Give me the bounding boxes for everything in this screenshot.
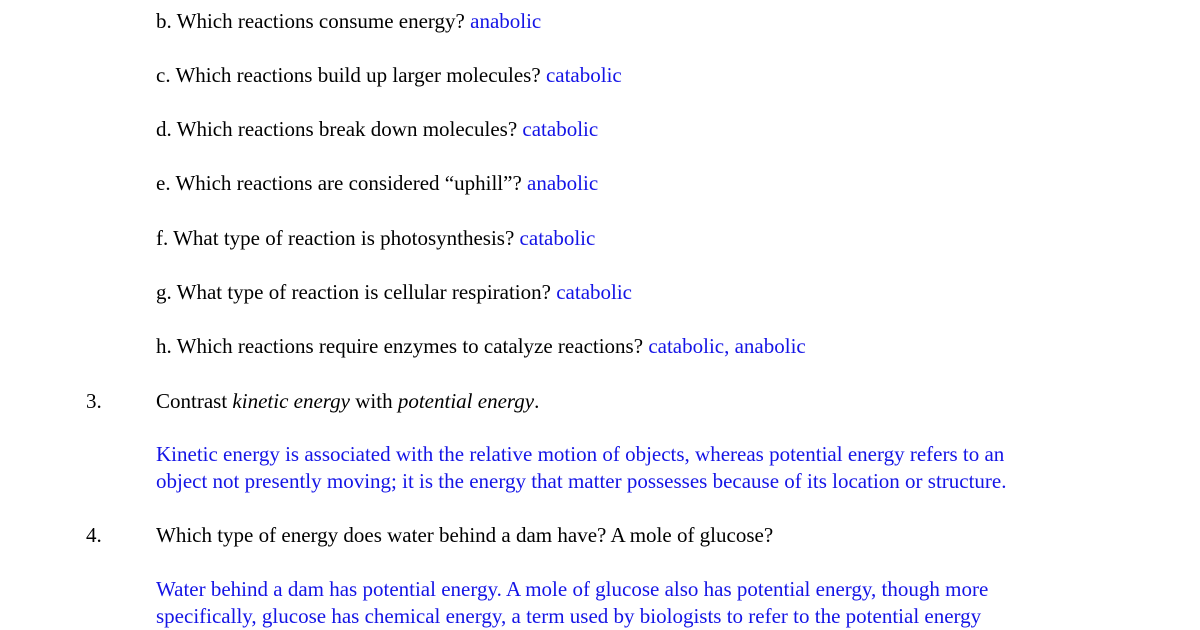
- answer-line: specifically, glucose has chemical energy, a term used by biologists to refer to the potential energy: [156, 604, 982, 628]
- answer-text: catabolic: [522, 117, 599, 141]
- answer-text: anabolic: [470, 9, 542, 33]
- answer-line: Water behind a dam has potential energy. A mole of glucose also has potential energy, though more: [156, 577, 989, 601]
- question-text: Contrast: [156, 389, 228, 413]
- question-3: [156, 388, 539, 414]
- question-punctuation: .: [534, 389, 540, 413]
- question-text: h. Which reactions require enzymes to catalyze reactions?: [156, 334, 644, 358]
- answer-text: catabolic: [519, 226, 596, 250]
- answer-text: catabolic: [556, 280, 633, 304]
- question-4: [156, 522, 773, 548]
- answer-text: catabolic, anabolic: [648, 334, 806, 358]
- question-b: [156, 8, 541, 34]
- question-text: c. Which reactions build up larger molecules?: [156, 63, 541, 87]
- question-text: f. What type of reaction is photosynthesis?: [156, 226, 515, 250]
- question-f: [156, 225, 595, 251]
- question-e: [156, 170, 598, 196]
- question-text: e. Which reactions are considered “uphill”?: [156, 171, 522, 195]
- question-text: d. Which reactions break down molecules?: [156, 117, 518, 141]
- question-g: [156, 279, 632, 305]
- question-text: Which type of energy does water behind a dam have? A mole of glucose?: [156, 523, 774, 547]
- answer-line: object not presently moving; it is the energy that matter possesses because of its location or structure.: [156, 469, 1007, 493]
- question-number: 4.: [86, 523, 102, 547]
- question-h: [156, 333, 806, 359]
- question-text: with: [355, 389, 393, 413]
- question-text: b. Which reactions consume energy?: [156, 9, 465, 33]
- question-number: 3.: [86, 389, 102, 413]
- answer-line: Kinetic energy is associated with the relative motion of objects, whereas potential energy refers to an: [156, 442, 1005, 466]
- question-text: g. What type of reaction is cellular respiration?: [156, 280, 551, 304]
- term-potential-energy: potential energy: [397, 389, 535, 413]
- answer-text: catabolic: [545, 63, 622, 87]
- question-d: [156, 116, 598, 142]
- answer-text: anabolic: [527, 171, 599, 195]
- term-kinetic-energy: kinetic energy: [232, 389, 350, 413]
- question-c: [156, 62, 622, 88]
